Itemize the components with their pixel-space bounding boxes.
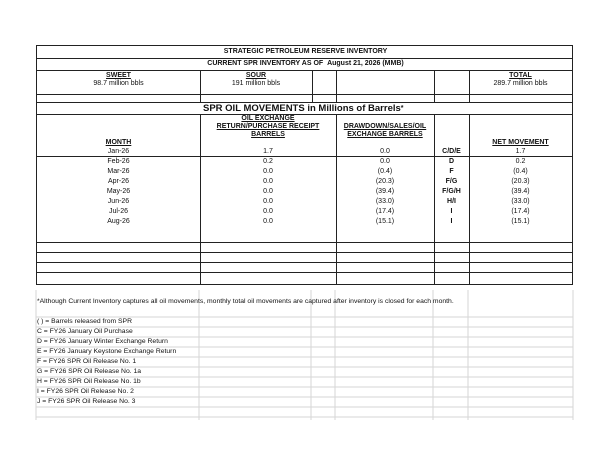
legend-item: ( ) = Barrels released from SPR [37,318,132,325]
code-cell: C/D/E [442,148,461,155]
drawdown-cell: (39.4) [375,188,395,195]
drawdown-cell: (15.1) [375,218,395,225]
report-date: August 21, 2026 [327,60,381,67]
sweet-value: 98.7 million bbls [93,80,144,87]
code-cell: I [450,208,453,215]
legend-item: I = FY26 SPR Oil Release No. 2 [37,388,134,395]
col-header-drawdown-2: EXCHANGE BARRELS [347,131,423,138]
legend-item: E = FY26 January Keystone Exchange Return [37,348,177,355]
col-header-drawdown-1: DRAWDOWN/SALES/OIL [343,123,427,130]
exchange-cell: 1.7 [263,148,273,155]
exchange-cell: 0.0 [263,188,273,195]
month-cell: Feb-26 [107,158,130,165]
col-header-exchange-2: RETURN/PURCHASE RECEIPT [216,123,320,130]
report-subtitle: CURRENT SPR INVENTORY AS OF August 21, 2026 (MMB) [207,60,404,67]
spr-inventory-table [36,45,573,285]
code-cell: D [448,158,455,165]
net-cell: 1.7 [515,148,526,155]
month-cell: Jun-26 [107,198,130,205]
code-cell: H/I [447,198,456,205]
month-cell: May-26 [106,188,131,195]
drawdown-cell: 0.0 [380,158,390,165]
exchange-cell: 0.2 [263,158,273,165]
legend-item: D = FY26 January Winter Exchange Return [37,338,168,345]
month-cell: Apr-26 [107,178,129,185]
legend-item: G = FY26 SPR Oil Release No. 1a [37,368,142,375]
legend-item: H = FY26 SPR Oil Release No. 1b [37,378,141,385]
exchange-cell: 0.0 [263,178,273,185]
net-cell: (17.4) [511,208,530,215]
drawdown-cell: (0.4) [377,168,393,175]
sour-label: SOUR [245,72,267,79]
drawdown-cell: (17.4) [375,208,395,215]
col-header-net: NET MOVEMENT [492,139,549,146]
legend-item: F = FY26 SPR Oil Release No. 1 [37,358,137,365]
code-cell: I [450,218,453,225]
movements-title: SPR OIL MOVEMENTS in Millions of Barrels* [203,103,404,114]
net-cell: (33.0) [511,198,530,205]
drawdown-cell: 0.0 [380,148,390,155]
total-value: 289.7 million bbls [493,80,548,87]
net-cell: (15.1) [511,218,530,225]
total-label: TOTAL [509,72,532,79]
month-cell: Jul-26 [108,208,129,215]
footnote: *Although Current Inventory captures all oil movements, monthly total oil movements are captured after inventory is closed for each month. [37,298,454,305]
col-header-exchange-1: OIL EXCHANGE [241,115,295,122]
net-cell: (0.4) [513,168,528,175]
code-cell: F [449,168,454,175]
month-cell: Jan-26 [107,148,130,155]
exchange-cell: 0.0 [263,198,273,205]
code-cell: F/G/H [442,188,461,195]
sour-value: 191 million bbls [231,80,281,87]
sweet-label: SWEET [106,72,131,79]
drawdown-cell: (33.0) [375,198,395,205]
net-cell: 0.2 [515,158,526,165]
col-header-month: MONTH [105,139,132,146]
exchange-cell: 0.0 [263,218,273,225]
net-cell: (20.3) [511,178,530,185]
code-cell: F/G [445,178,458,185]
legend-item: J = FY26 SPR Oil Release No. 3 [37,398,136,405]
month-cell: Mar-26 [107,168,130,175]
report-title: STRATEGIC PETROLEUM RESERVE INVENTORY [223,48,388,55]
drawdown-cell: (20.3) [375,178,395,185]
exchange-cell: 0.0 [263,208,273,215]
month-cell: Aug-26 [107,218,130,225]
exchange-cell: 0.0 [263,168,273,175]
net-cell: (39.4) [511,188,530,195]
legend-item: C = FY26 January Oil Purchase [37,328,133,335]
col-header-exchange-3: BARRELS [251,131,285,138]
